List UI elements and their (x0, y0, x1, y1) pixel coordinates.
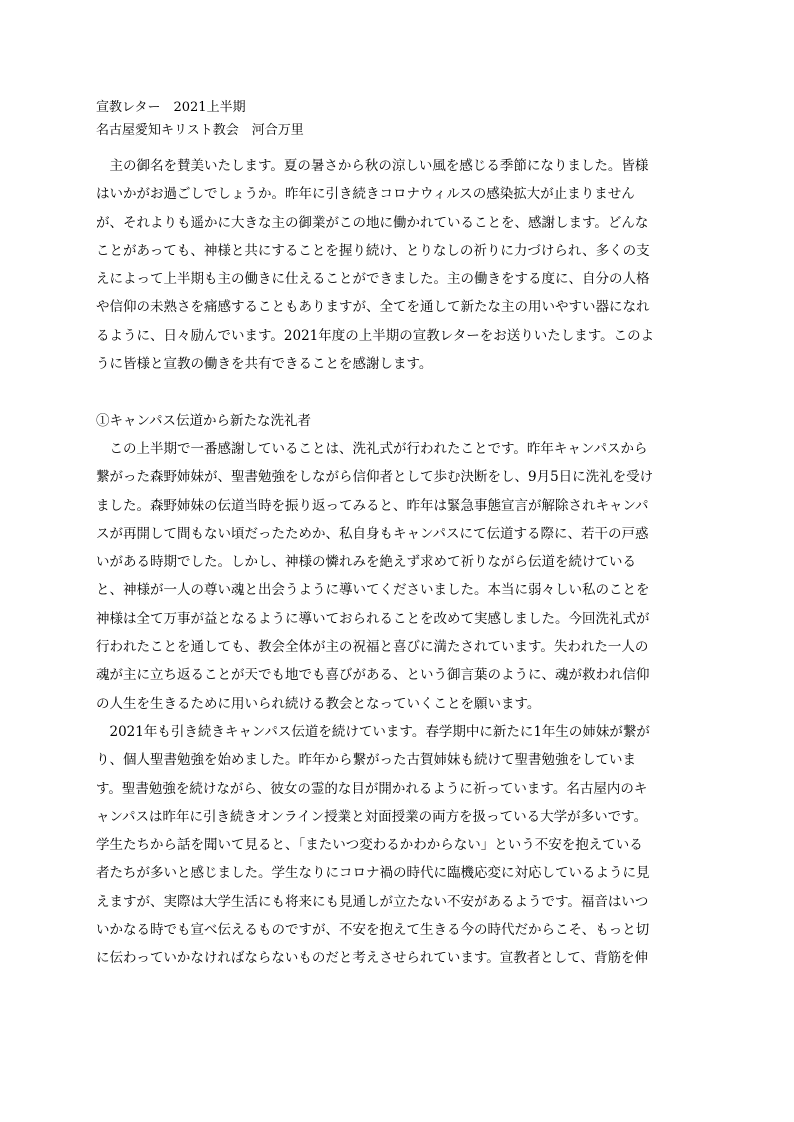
text-line: ました。森野姉妹の伝道当時を振り返ってみると、昨年は緊急事態宣言が解除されキャンパ (96, 497, 649, 514)
text-line: の人生を生きるために用いられ続ける教会となっていくことを願います。 (96, 695, 541, 712)
text-line: 行われたことを通しても、教会全体が主の祝福と喜びに満たされています。失われた一人の (96, 639, 649, 656)
letter-author: 名古屋愛知キリスト教会 河合万里 (96, 123, 304, 138)
text-line: この上半期で一番感謝していることは、洗礼式が行われたことです。昨年キャンパスから (96, 440, 648, 457)
intro-paragraph (96, 152, 698, 378)
text-line: スが再開して間もない頃だったためか、私自身もキャンパスにて伝道する際に、若干の戸惑 (96, 525, 649, 542)
text-line: ャンパスは昨年に引き続きオンライン授業と対面授業の両方を扱っている大学が多いです。 (96, 808, 648, 825)
text-line: ことがあっても、神様と共にすることを握り続け、とりなしの祈りに力づけられ、多くの支 (96, 242, 650, 259)
text-line: 魂が主に立ち返ることが天でも地でも喜びがある、という御言葉のように、魂が救われ信仰 (96, 667, 650, 684)
text-line: 主の御名を賛美いたします。夏の暑さから秋の涼しい風を感じる季節になりました。皆様 (96, 158, 649, 174)
section-paragraph-1 (96, 435, 698, 718)
section-paragraph-2 (96, 718, 698, 973)
text-line: うに皆様と宣教の働きを共有できることを感謝します。 (96, 356, 433, 373)
text-line: 2021年も引き続きキャンパス伝道を続けています。春学期中に新たに1年生の姉妹が繋が (96, 723, 650, 740)
text-line: に伝わっていかなければならないものだと考えさせられています。宣教者として、背筋を伸 (96, 950, 649, 967)
paragraph-gap (96, 378, 698, 406)
text-line: 神様は全て万事が益となるように導いておられることを改めて実感しました。今回洗礼式が (96, 610, 650, 627)
text-line: えによって上半期も主の働きに仕えることができました。主の働きをする度に、自分の人格 (96, 271, 650, 288)
text-line: えますが、実際は大学生活にも将来にも見通しが立たない不安があるようです。福音はいつ (96, 893, 649, 910)
text-line: いかなる時でも宣べ伝えるものですが、不安を抱えて生きる今の時代だからこそ、もっと切 (96, 922, 650, 939)
text-line: す。聖書勉強を続けながら、彼女の霊的な目が開かれるように祈っています。名古屋内のキ (96, 780, 648, 797)
text-line: や信仰の未熟さを痛感することもありますが、全てを通して新たな主の用いやすい器になれ (96, 299, 650, 316)
text-line: 者たちが多いと感じました。学生なりにコロナ禍の時代に臨機応変に対応しているように見 (96, 865, 650, 882)
letter-body (96, 152, 698, 973)
section-title: ①キャンパス伝道から新たな洗礼者 (96, 412, 312, 429)
text-line: いがある時期でした。しかし、神様の憐れみを絶えず求めて祈りながら伝道を続けている (96, 554, 636, 571)
text-line: るように、日々励んでいます。2021年度の上半期の宣教レターをお送りいたします。このよ (96, 327, 655, 344)
text-line: はいかがお過ごしでしょうか。昨年に引き続きコロナウィルスの感染拡大が止まりません (96, 186, 635, 203)
letter-title: 宣教レター 2021上半期 (96, 100, 246, 115)
letter-header (96, 96, 696, 142)
text-line: が、それよりも遥かに大きな主の御業がこの地に働かれていることを、感謝します。どんな (96, 214, 649, 231)
text-line: 繋がった森野姉妹が、聖書勉強をしながら信仰者として歩む決断をし、9月5日に洗礼を受け (96, 469, 654, 486)
text-line: と、神様が一人の尊い魂と出会うように導いてくださいました。本当に弱々しい私のことを (96, 582, 650, 599)
section-heading (96, 407, 698, 435)
text-line: 学生たちから話を聞いて見ると、「またいつ変わるかわからない」という不安を抱えている (96, 837, 643, 854)
text-line: り、個人聖書勉強を始めました。昨年から繋がった古賀姉妹も続けて聖書勉強をしていま (96, 752, 636, 769)
